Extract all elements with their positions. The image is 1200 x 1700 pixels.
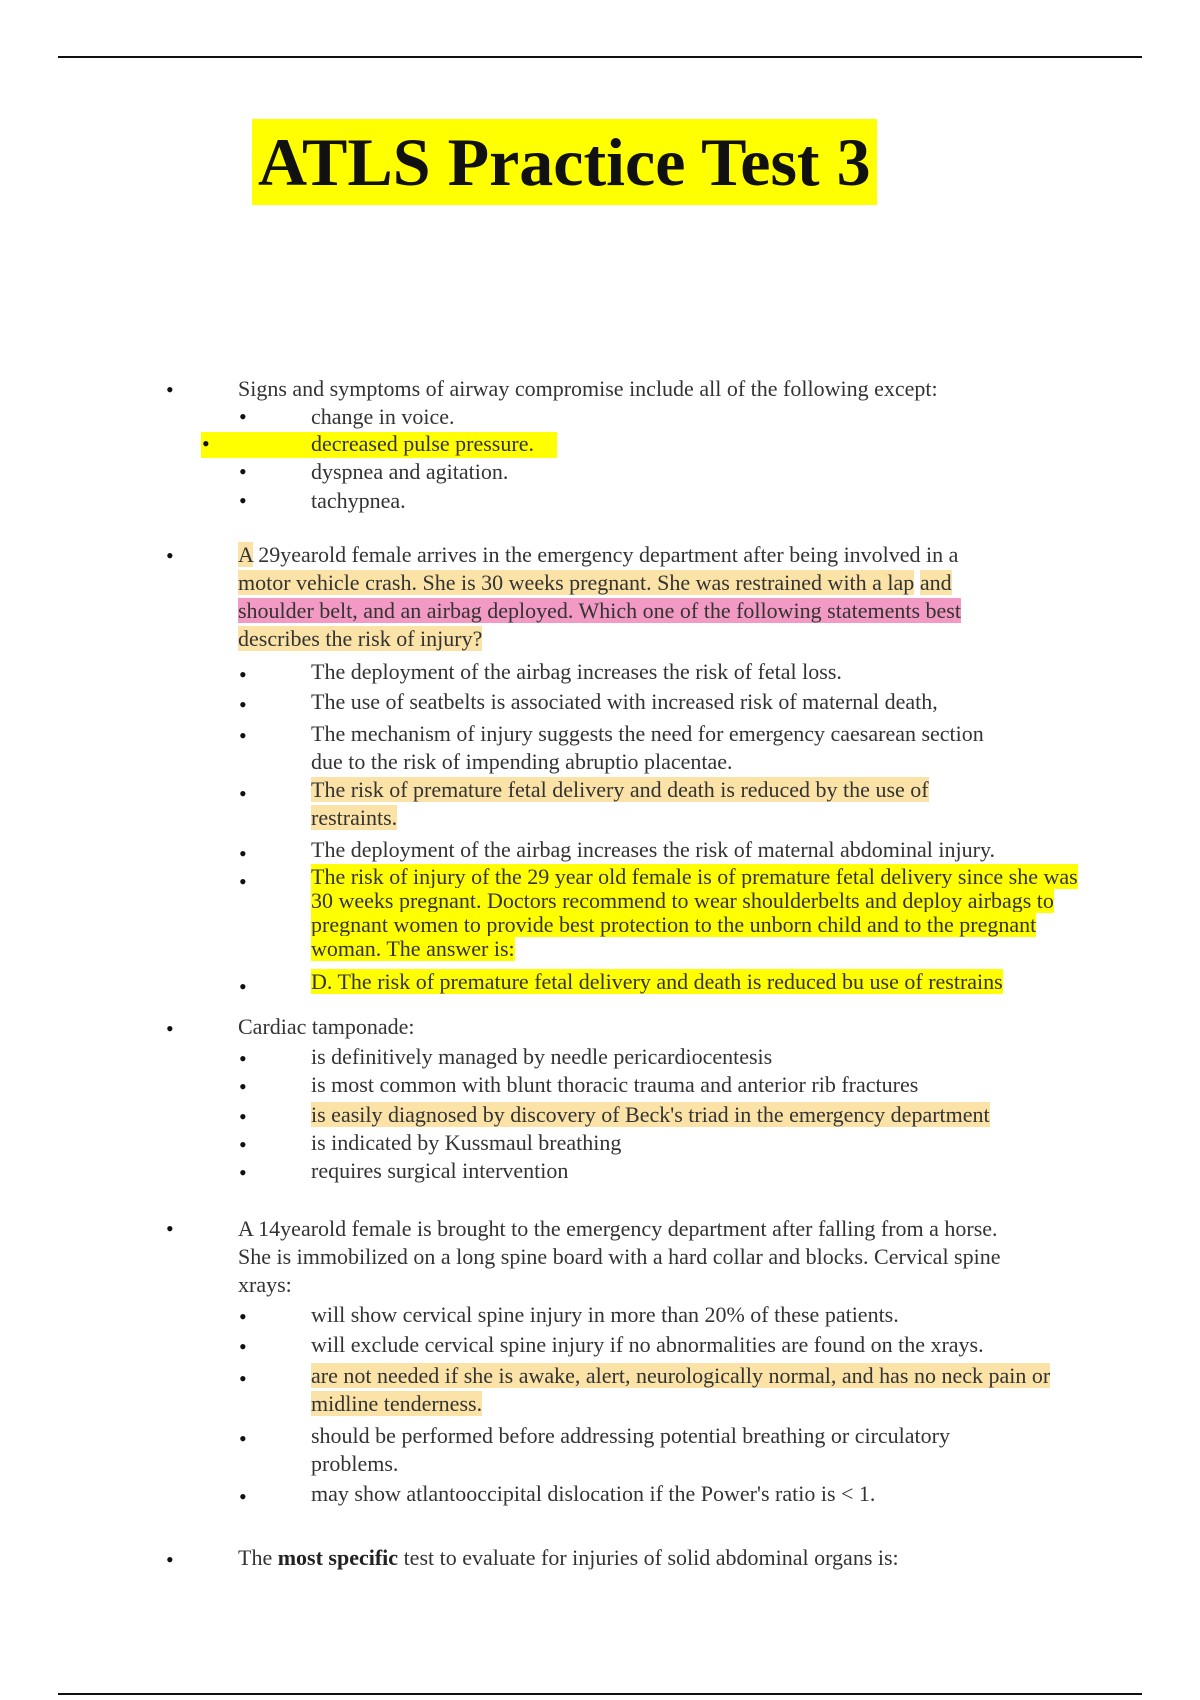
option-bullet: • — [239, 869, 247, 894]
option-bullet: • — [202, 431, 210, 456]
question-2-stem — [238, 541, 998, 653]
option-bullet: • — [239, 1426, 247, 1451]
q1-option-1: change in voice. — [311, 404, 455, 429]
option-highlight: are not needed if she is awake, alert, neurologically normal, and has no neck pain — [311, 1363, 1027, 1388]
question-bullet: • — [166, 1547, 174, 1572]
option-bullet: • — [239, 1046, 247, 1071]
option-bullet: • — [239, 1484, 247, 1509]
q4-option-3 — [311, 1362, 1051, 1418]
option-bullet: • — [239, 488, 247, 513]
q3-option-3 — [311, 1101, 1101, 1129]
q4-option-2: will exclude cervical spine injury if no abnormalities are found on the xrays. — [311, 1332, 984, 1357]
stem-highlight: and — [919, 570, 952, 595]
stem-text — [914, 570, 920, 595]
q3-option-5: requires surgical intervention — [311, 1158, 569, 1183]
question-4-stem: A 14yearold female is brought to the emergency department after falling from a horse. She is immobilized on a long spine board with a hard collar and blocks. Cervical spine xrays: — [238, 1216, 1001, 1297]
option-highlight: or midline tenderness. — [311, 1363, 1051, 1416]
question-bullet: • — [166, 1016, 174, 1041]
q2-option-4 — [311, 776, 1001, 832]
q2-option-5: The deployment of the airbag increases the risk of maternal abdominal injury. — [311, 837, 996, 862]
option-bullet: • — [239, 974, 247, 999]
question-5-stem — [238, 1544, 1058, 1572]
q4-option-5: may show atlantooccipital dislocation if the Power's ratio is < 1. — [311, 1481, 876, 1506]
question-bullet: • — [166, 377, 174, 402]
question-bullet: • — [166, 1216, 174, 1241]
option-bullet: • — [239, 841, 247, 866]
q1-option-3: dyspnea and agitation. — [311, 459, 509, 484]
option-highlight-yellow: D. The risk of premature fetal delivery and death is reduced bu use of restrains — [311, 969, 1003, 994]
top-rule — [58, 56, 1142, 58]
stem-text: 29yearold female arrives in the emergency department after being involved in a — [252, 542, 959, 567]
q3-option-1: is definitively managed by needle pericardiocentesis — [311, 1044, 773, 1069]
q1-option-4: tachypnea. — [311, 488, 406, 513]
option-highlight: is easily diagnosed by discovery of Beck's triad in the emergency department — [311, 1102, 990, 1127]
stem-highlight-pink: shoulder belt, and an airbag deployed. Which one of the following statements best — [238, 598, 961, 623]
option-bullet: • — [239, 1304, 247, 1329]
option-bullet: • — [239, 1074, 247, 1099]
question-1-stem: Signs and symptoms of airway compromise include all of the following except: — [238, 376, 938, 401]
bottom-rule — [58, 1693, 1142, 1695]
option-bullet: • — [239, 1104, 247, 1129]
option-bullet: • — [239, 1160, 247, 1185]
q2-option-3: The mechanism of injury suggests the need for emergency caesarean section due to the risk of impending abruptio placentae. — [311, 721, 984, 774]
option-highlight-yellow: The risk of injury of the 29 year old female is of premature fetal delivery since she was 30 weeks pregnant. Doctors recommend to wear shoulderbelts and deploy airbags to pregnant women to provide best protection to the unborn child and to the pregnant woman. The answer is: — [311, 864, 1078, 961]
q2-option-2: The use of seatbelts is associated with increased risk of maternal death, — [311, 689, 938, 714]
option-bullet: • — [239, 404, 247, 429]
stem-text: The — [238, 1545, 278, 1570]
question-3-stem: Cardiac tamponade: — [238, 1014, 415, 1039]
q2-option-1: The deployment of the airbag increases the risk of fetal loss. — [311, 659, 842, 684]
option-bullet: • — [239, 1366, 247, 1391]
stem-highlight: describes the risk of injury? — [238, 626, 483, 651]
q4-option-1: will show cervical spine injury in more than 20% of these patients. — [311, 1302, 899, 1327]
q3-option-4: is indicated by Kussmaul breathing — [311, 1130, 622, 1155]
option-bullet: • — [239, 1132, 247, 1157]
q1-option-2-answer: decreased pulse pressure. — [311, 431, 534, 456]
option-bullet: • — [239, 723, 247, 748]
stem-text: test to evaluate for injuries of solid abdominal organs is: — [398, 1545, 899, 1570]
q2-option-6 — [311, 865, 1091, 961]
stem-highlight: A — [238, 542, 253, 567]
option-bullet: • — [239, 692, 247, 717]
document-title: ATLS Practice Test 3 — [252, 119, 877, 205]
stem-highlight: motor vehicle crash. She is 30 weeks pregnant. She was restrained with a lap — [238, 570, 915, 595]
option-bullet: • — [239, 459, 247, 484]
stem-emphasis: most specific — [277, 1545, 399, 1570]
option-bullet: • — [239, 662, 247, 687]
option-bullet: • — [239, 781, 247, 806]
option-bullet: • — [239, 1334, 247, 1359]
option-highlight: The risk of premature fetal delivery and death is reduced by the use of restraints. — [311, 777, 929, 830]
question-bullet: • — [166, 543, 174, 568]
q4-option-4: should be performed before addressing potential breathing or circulatory problems. — [311, 1423, 950, 1476]
q2-option-7 — [311, 968, 1101, 996]
q3-option-2: is most common with blunt thoracic trauma and anterior rib fractures — [311, 1072, 919, 1097]
